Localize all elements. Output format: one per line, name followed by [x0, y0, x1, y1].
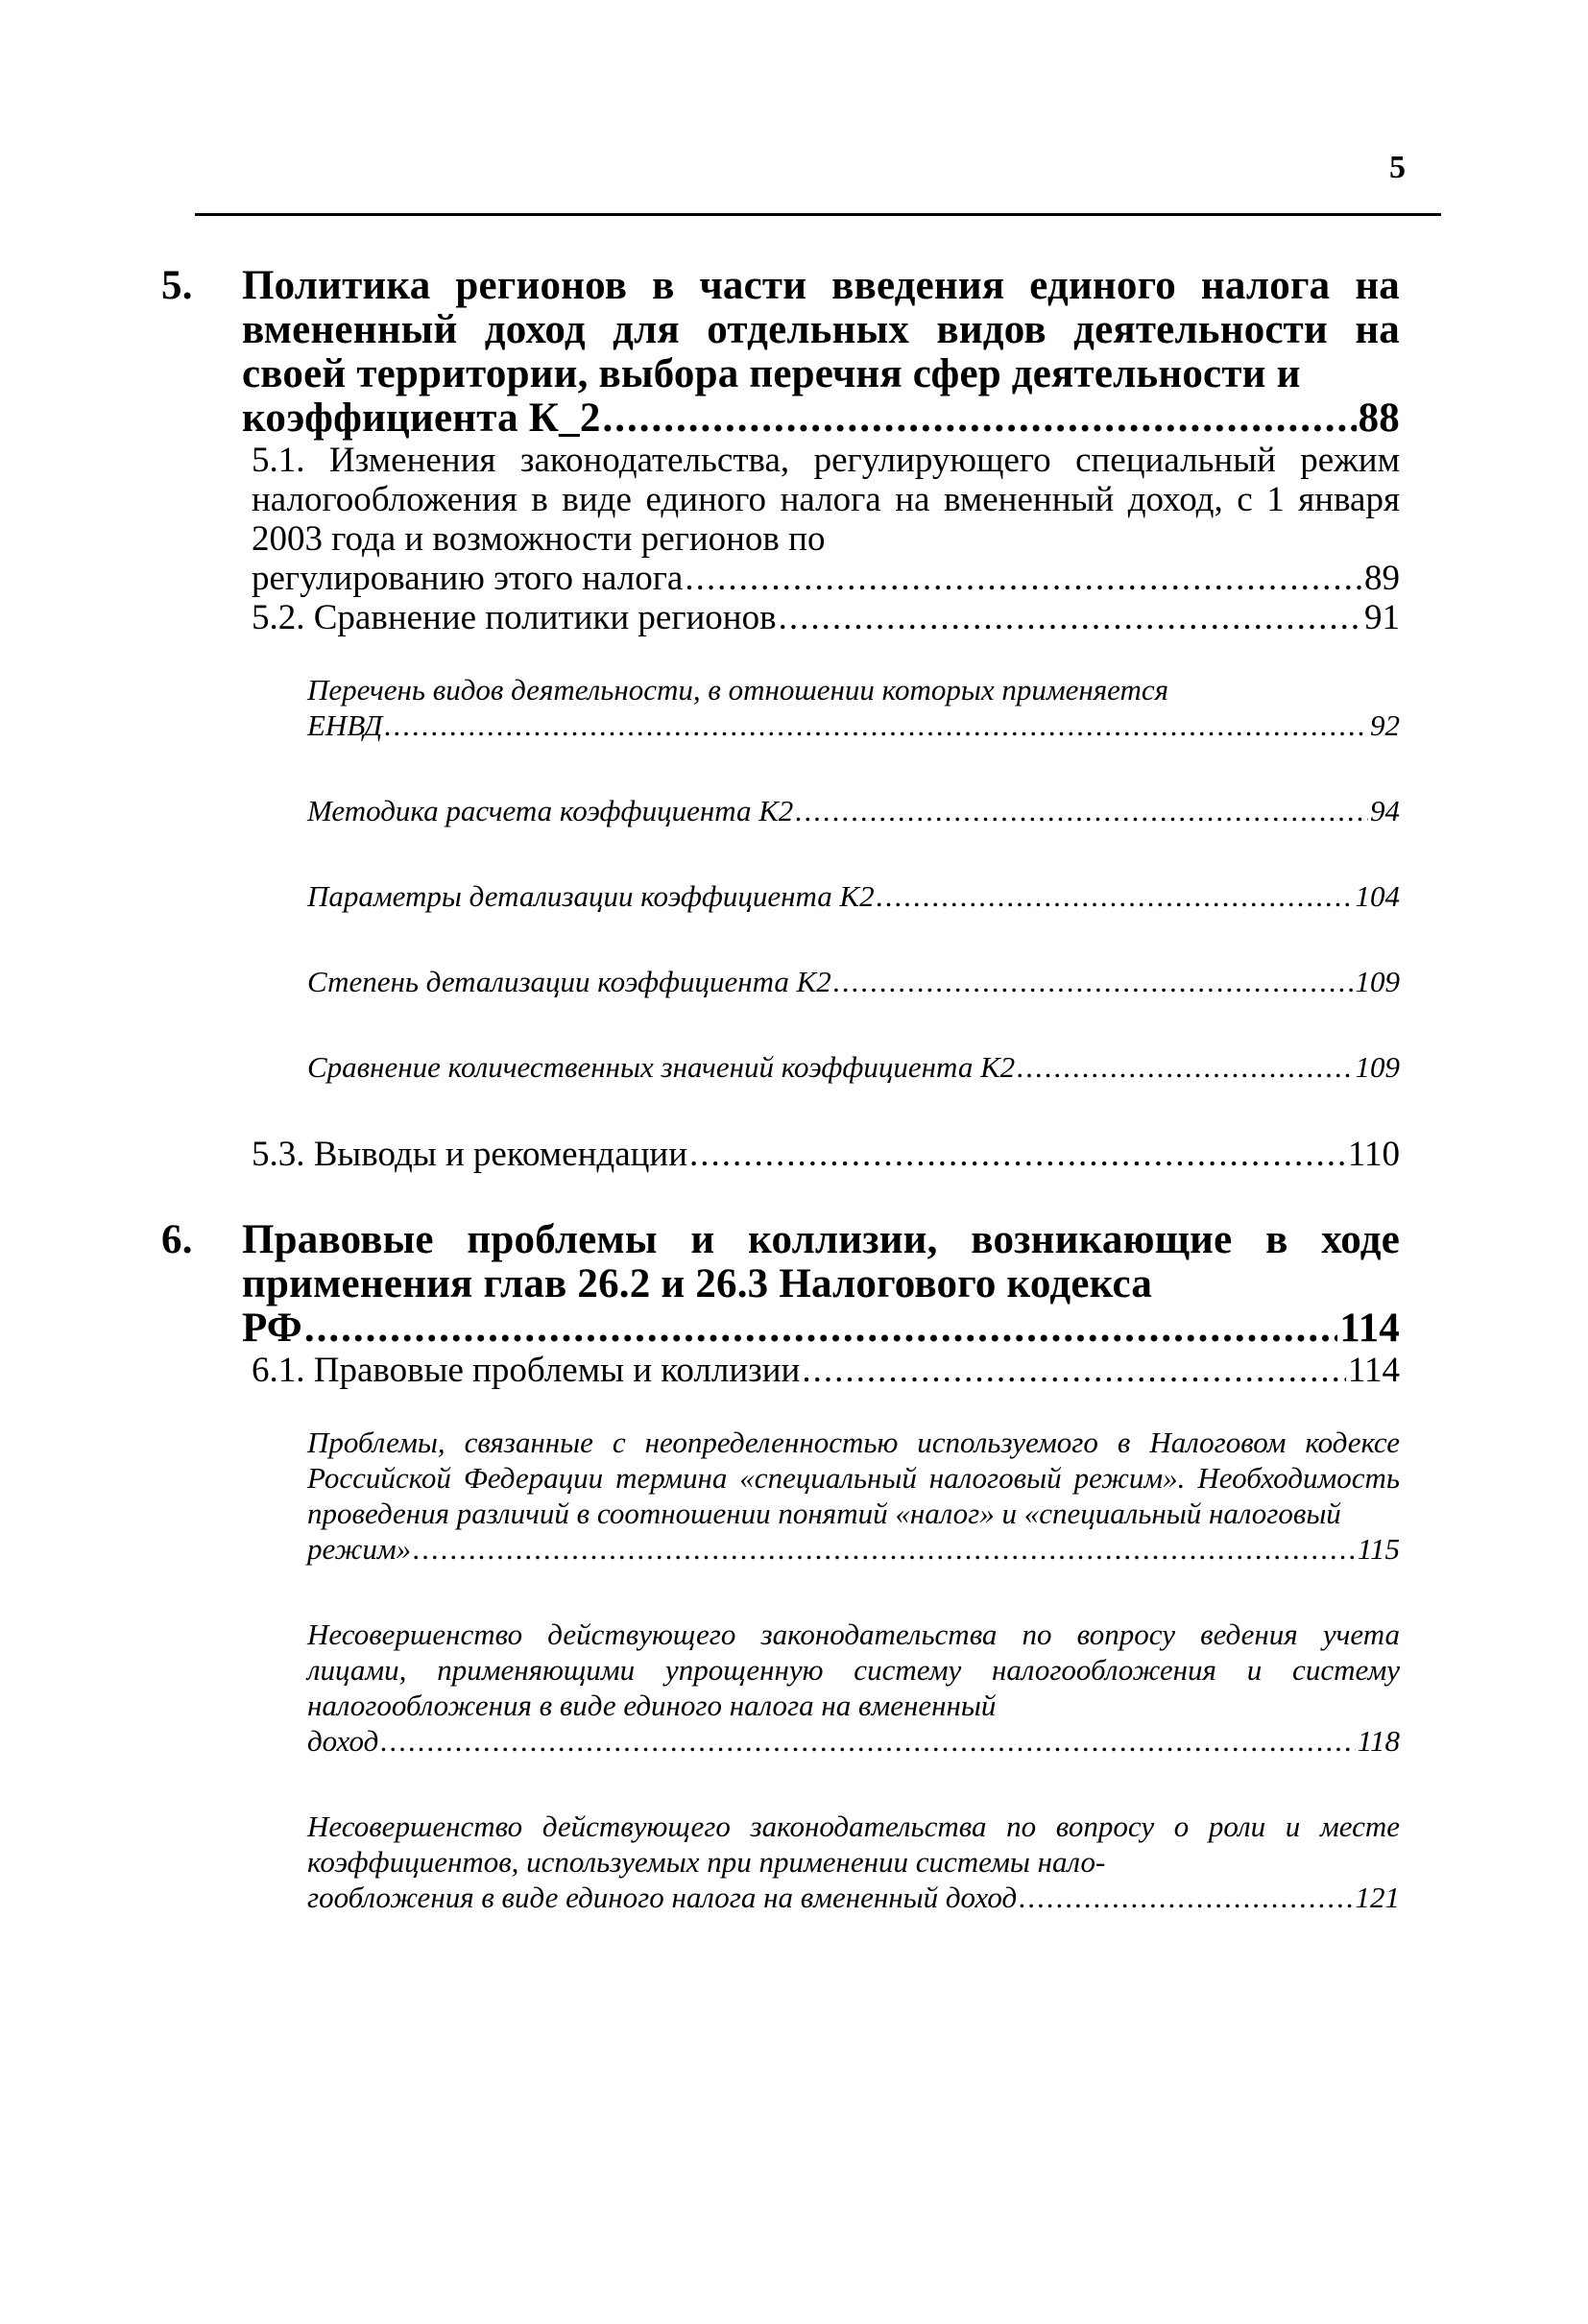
toc-section-5-3[interactable] [161, 1135, 1400, 1174]
dot-leader [380, 1723, 1355, 1759]
topic-title-end: режим» [307, 1532, 412, 1566]
toc-section-5-1[interactable] [161, 441, 1400, 598]
topic-page-number: 121 [1355, 1881, 1400, 1914]
dot-leader [795, 793, 1368, 828]
toc-topic[interactable] [161, 1425, 1400, 1567]
topic-leader [307, 1049, 1400, 1085]
topic-leader [307, 1723, 1400, 1759]
section-title-end: регулированию этого налога [252, 559, 684, 598]
topic-page-number: 92 [1370, 708, 1400, 742]
chapter-title: Политика регионов в части введения единого налога на вмененный доход для отдельных видов деятельности на своей территории, выбора перечня сфер деятельности и [242, 263, 1400, 396]
section-leader [252, 1135, 1400, 1174]
toc-topic[interactable] [161, 672, 1400, 743]
chapter-number: 5. [161, 263, 193, 308]
topic-title: Сравнение количественных значений коэффициента К2 [307, 1050, 1016, 1084]
page-number: 5 [1389, 150, 1406, 185]
section-leader [252, 1351, 1400, 1390]
chapter-title-leader [242, 396, 1400, 441]
section-title: 5.2. Сравнение политики регионов [252, 598, 777, 637]
dot-leader [384, 707, 1368, 743]
table-of-contents [161, 264, 1400, 1915]
dot-leader [413, 1531, 1356, 1567]
topic-page-number: 115 [1357, 1532, 1400, 1566]
section-page-number: 110 [1347, 1135, 1400, 1174]
dot-leader [689, 1135, 1346, 1174]
chapter-5-heading[interactable] [161, 264, 1400, 441]
topic-title: Перечень видов деятельности, в отношении которых применяется [307, 673, 1169, 707]
section-title: 6.1. Правовые проблемы и коллизии [252, 1351, 801, 1390]
dot-leader [304, 1306, 1337, 1351]
section-leader [252, 559, 1400, 598]
topic-leader [307, 964, 1400, 999]
section-page-number: 89 [1364, 559, 1400, 598]
dot-leader [1017, 1049, 1353, 1085]
topic-title: Проблемы, связанные с неопределенностью используемого в Налоговом кодексе Российской Федерации термина «специальный налоговый режим». Необходимость проведения различий в соотношении понятий «налог» и «специальный налоговый [307, 1426, 1400, 1530]
toc-topic[interactable] [161, 878, 1400, 914]
section-title: 5.1. Изменения законодательства, регулирующего специальный режим налогообложения в виде единого налога на вмененный доход, с 1 января 2003 года и возможности регионов по [252, 441, 1400, 559]
topic-leader [307, 1531, 1400, 1567]
header-rule [195, 213, 1441, 216]
dot-leader [685, 559, 1362, 598]
topic-leader [307, 707, 1400, 743]
toc-topic[interactable] [161, 964, 1400, 999]
topic-page-number: 94 [1370, 794, 1400, 827]
dot-leader [877, 878, 1354, 914]
topic-page-number: 109 [1355, 1050, 1400, 1084]
topic-title: Методика расчета коэффициента К2 [307, 794, 794, 827]
section-leader [252, 598, 1400, 637]
dot-leader [779, 598, 1362, 637]
chapter-number: 6. [161, 1217, 193, 1262]
toc-topic[interactable] [161, 793, 1400, 828]
topic-leader [307, 1880, 1400, 1915]
topic-title-end: гообложения в виде единого налога на вмененный доход [307, 1881, 1018, 1914]
toc-section-6-1[interactable] [161, 1351, 1400, 1390]
topic-title: Степень детализации коэффициента К2 [307, 965, 831, 998]
dot-leader [802, 1351, 1346, 1390]
section-title: 5.3. Выводы и рекомендации [252, 1135, 688, 1174]
topic-title: Несовершенство действующего законодательства по вопросу о роли и месте коэффициентов, используемых при применении системы нало- [307, 1809, 1400, 1879]
toc-topic[interactable] [161, 1049, 1400, 1085]
dot-leader [833, 964, 1354, 999]
chapter-6-heading[interactable] [161, 1218, 1400, 1351]
chapter-page-number: 114 [1339, 1306, 1400, 1351]
topic-leader [307, 793, 1400, 828]
section-page-number: 91 [1364, 598, 1400, 637]
chapter-title: Правовые проблемы и коллизии, возникающие в ходе применения глав 26.2 и 26.3 Налогового кодекса [242, 1217, 1400, 1306]
toc-section-5-2[interactable] [161, 598, 1400, 637]
toc-topic[interactable] [161, 1617, 1400, 1759]
topic-page-number: 104 [1355, 879, 1400, 913]
chapter-page-number: 88 [1358, 395, 1400, 441]
dot-leader [1019, 1880, 1353, 1915]
topic-leader [307, 878, 1400, 914]
topic-title-end: ЕНВД [307, 708, 383, 742]
chapter-title-leader [242, 1306, 1400, 1351]
topic-title-end: доход [307, 1724, 379, 1758]
dot-leader [603, 396, 1357, 441]
toc-topic[interactable] [161, 1809, 1400, 1915]
chapter-title-end: коэффициента К_2 [242, 395, 601, 441]
topic-title: Несовершенство действующего законодательства по вопросу ведения учета лицами, применяющими упрощенную систему налогообложения и систему налогообложения в виде единого налога на вмененный [307, 1617, 1400, 1722]
topic-page-number: 118 [1357, 1724, 1400, 1758]
topic-title: Параметры детализации коэффициента К2 [307, 879, 875, 913]
section-page-number: 114 [1347, 1351, 1400, 1390]
chapter-title-end: РФ [242, 1306, 302, 1351]
topic-page-number: 109 [1355, 965, 1400, 998]
